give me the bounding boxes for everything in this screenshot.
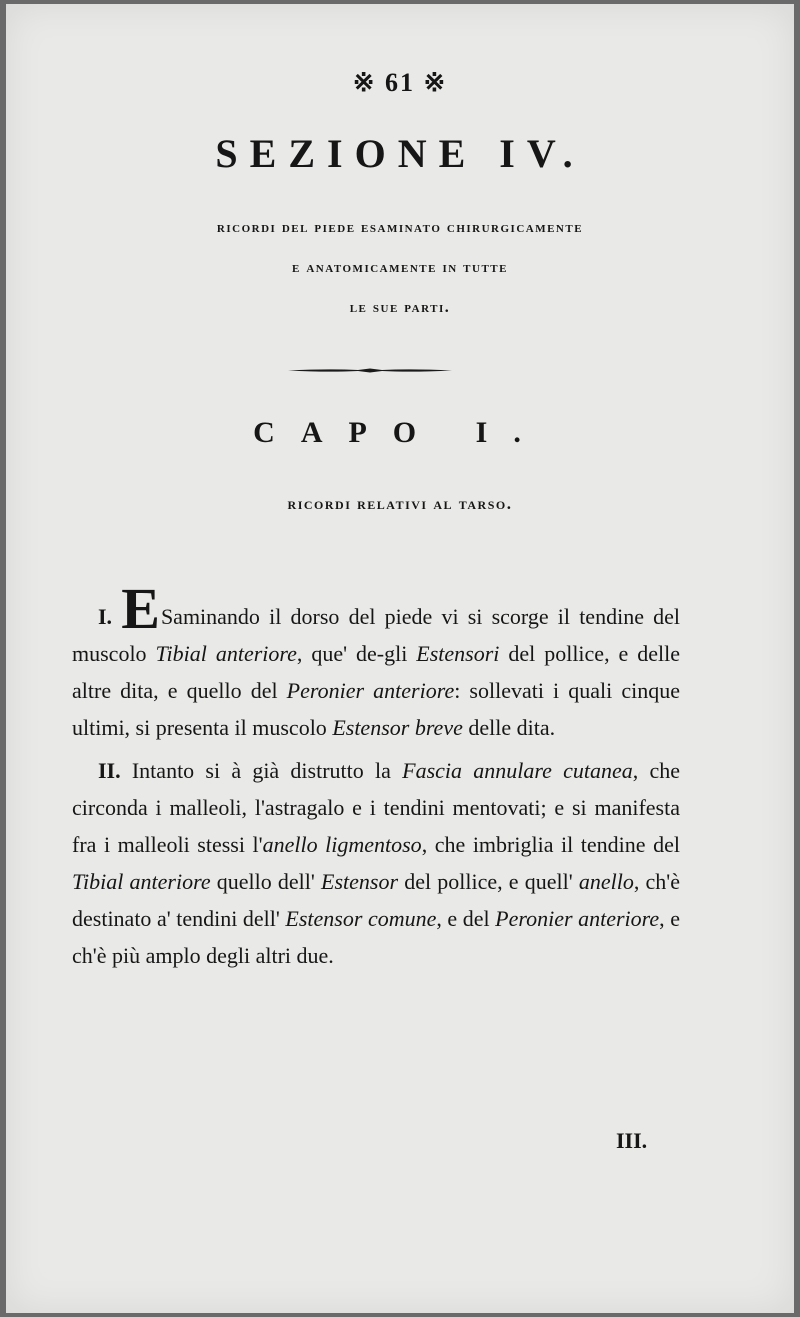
page-number: ※ 61 ※ — [352, 68, 448, 97]
section-subtitle — [90, 208, 710, 328]
italic-term: anello — [578, 869, 634, 894]
text-run: Intanto si à già distrutto la — [120, 758, 403, 783]
chapter-subtitle: ricordi relativi al tarso. — [287, 494, 513, 513]
paragraph-number: II. — [98, 758, 121, 783]
text-run: , que' de-gli — [296, 641, 417, 666]
italic-term: anello ligmentoso — [262, 832, 422, 857]
italic-term: Peronier anteriore — [495, 906, 660, 931]
section-subtitle-line: le sue parti. — [349, 299, 451, 316]
text-run: : sollevati i quali cinque ultimi, si presenta il muscolo — [72, 678, 680, 740]
drop-cap: E — [121, 576, 160, 641]
text-run: delle dita. — [462, 715, 556, 740]
section-title: SEZIONE IV. — [215, 131, 585, 176]
chapter-title: CAPO I. — [253, 416, 547, 449]
italic-term: Estensor comune — [285, 906, 437, 931]
book-page — [6, 4, 794, 1313]
text-run: , ch'è destinato a' tendini dell' — [72, 869, 681, 931]
italic-term: Fascia annulare cutanea — [402, 758, 633, 783]
text-run: , che imbriglia il tendine del — [421, 832, 680, 857]
italic-term: Tibial anteriore — [72, 869, 211, 894]
text-run: , e ch'è più amplo degli altri due. — [72, 906, 680, 968]
text-run: del pollice, e quell' — [398, 869, 579, 894]
italic-term: Estensor — [321, 869, 399, 894]
body-text — [72, 576, 681, 980]
paragraph-2 — [72, 752, 680, 974]
text-run: , che circonda i malleoli, l'astragalo e i tendini mentovati; e si manifesta fra i malleoli stessi l' — [72, 758, 680, 857]
italic-term: Estensori — [416, 641, 500, 666]
text-run: quello dell' — [210, 869, 322, 894]
italic-term: Tibial anteriore — [155, 641, 297, 666]
text-run: , e del — [436, 906, 496, 931]
ornamental-rule — [288, 368, 452, 373]
italic-term: Peronier anteriore — [286, 678, 455, 703]
text-run: del pollice, e delle altre dita, e quello del — [72, 641, 680, 703]
paragraph-1 — [72, 576, 681, 746]
paragraph-number: I. — [98, 604, 113, 629]
catchword: III. — [616, 1128, 648, 1153]
section-subtitle-line: ricordi del piede esaminato chirurgicamente — [216, 219, 584, 236]
text-run: Saminando il dorso del piede vi si scorge il tendine del muscolo — [72, 604, 681, 666]
italic-term: Estensor breve — [332, 715, 463, 740]
section-subtitle-line: e anatomicamente in tutte — [292, 259, 508, 276]
